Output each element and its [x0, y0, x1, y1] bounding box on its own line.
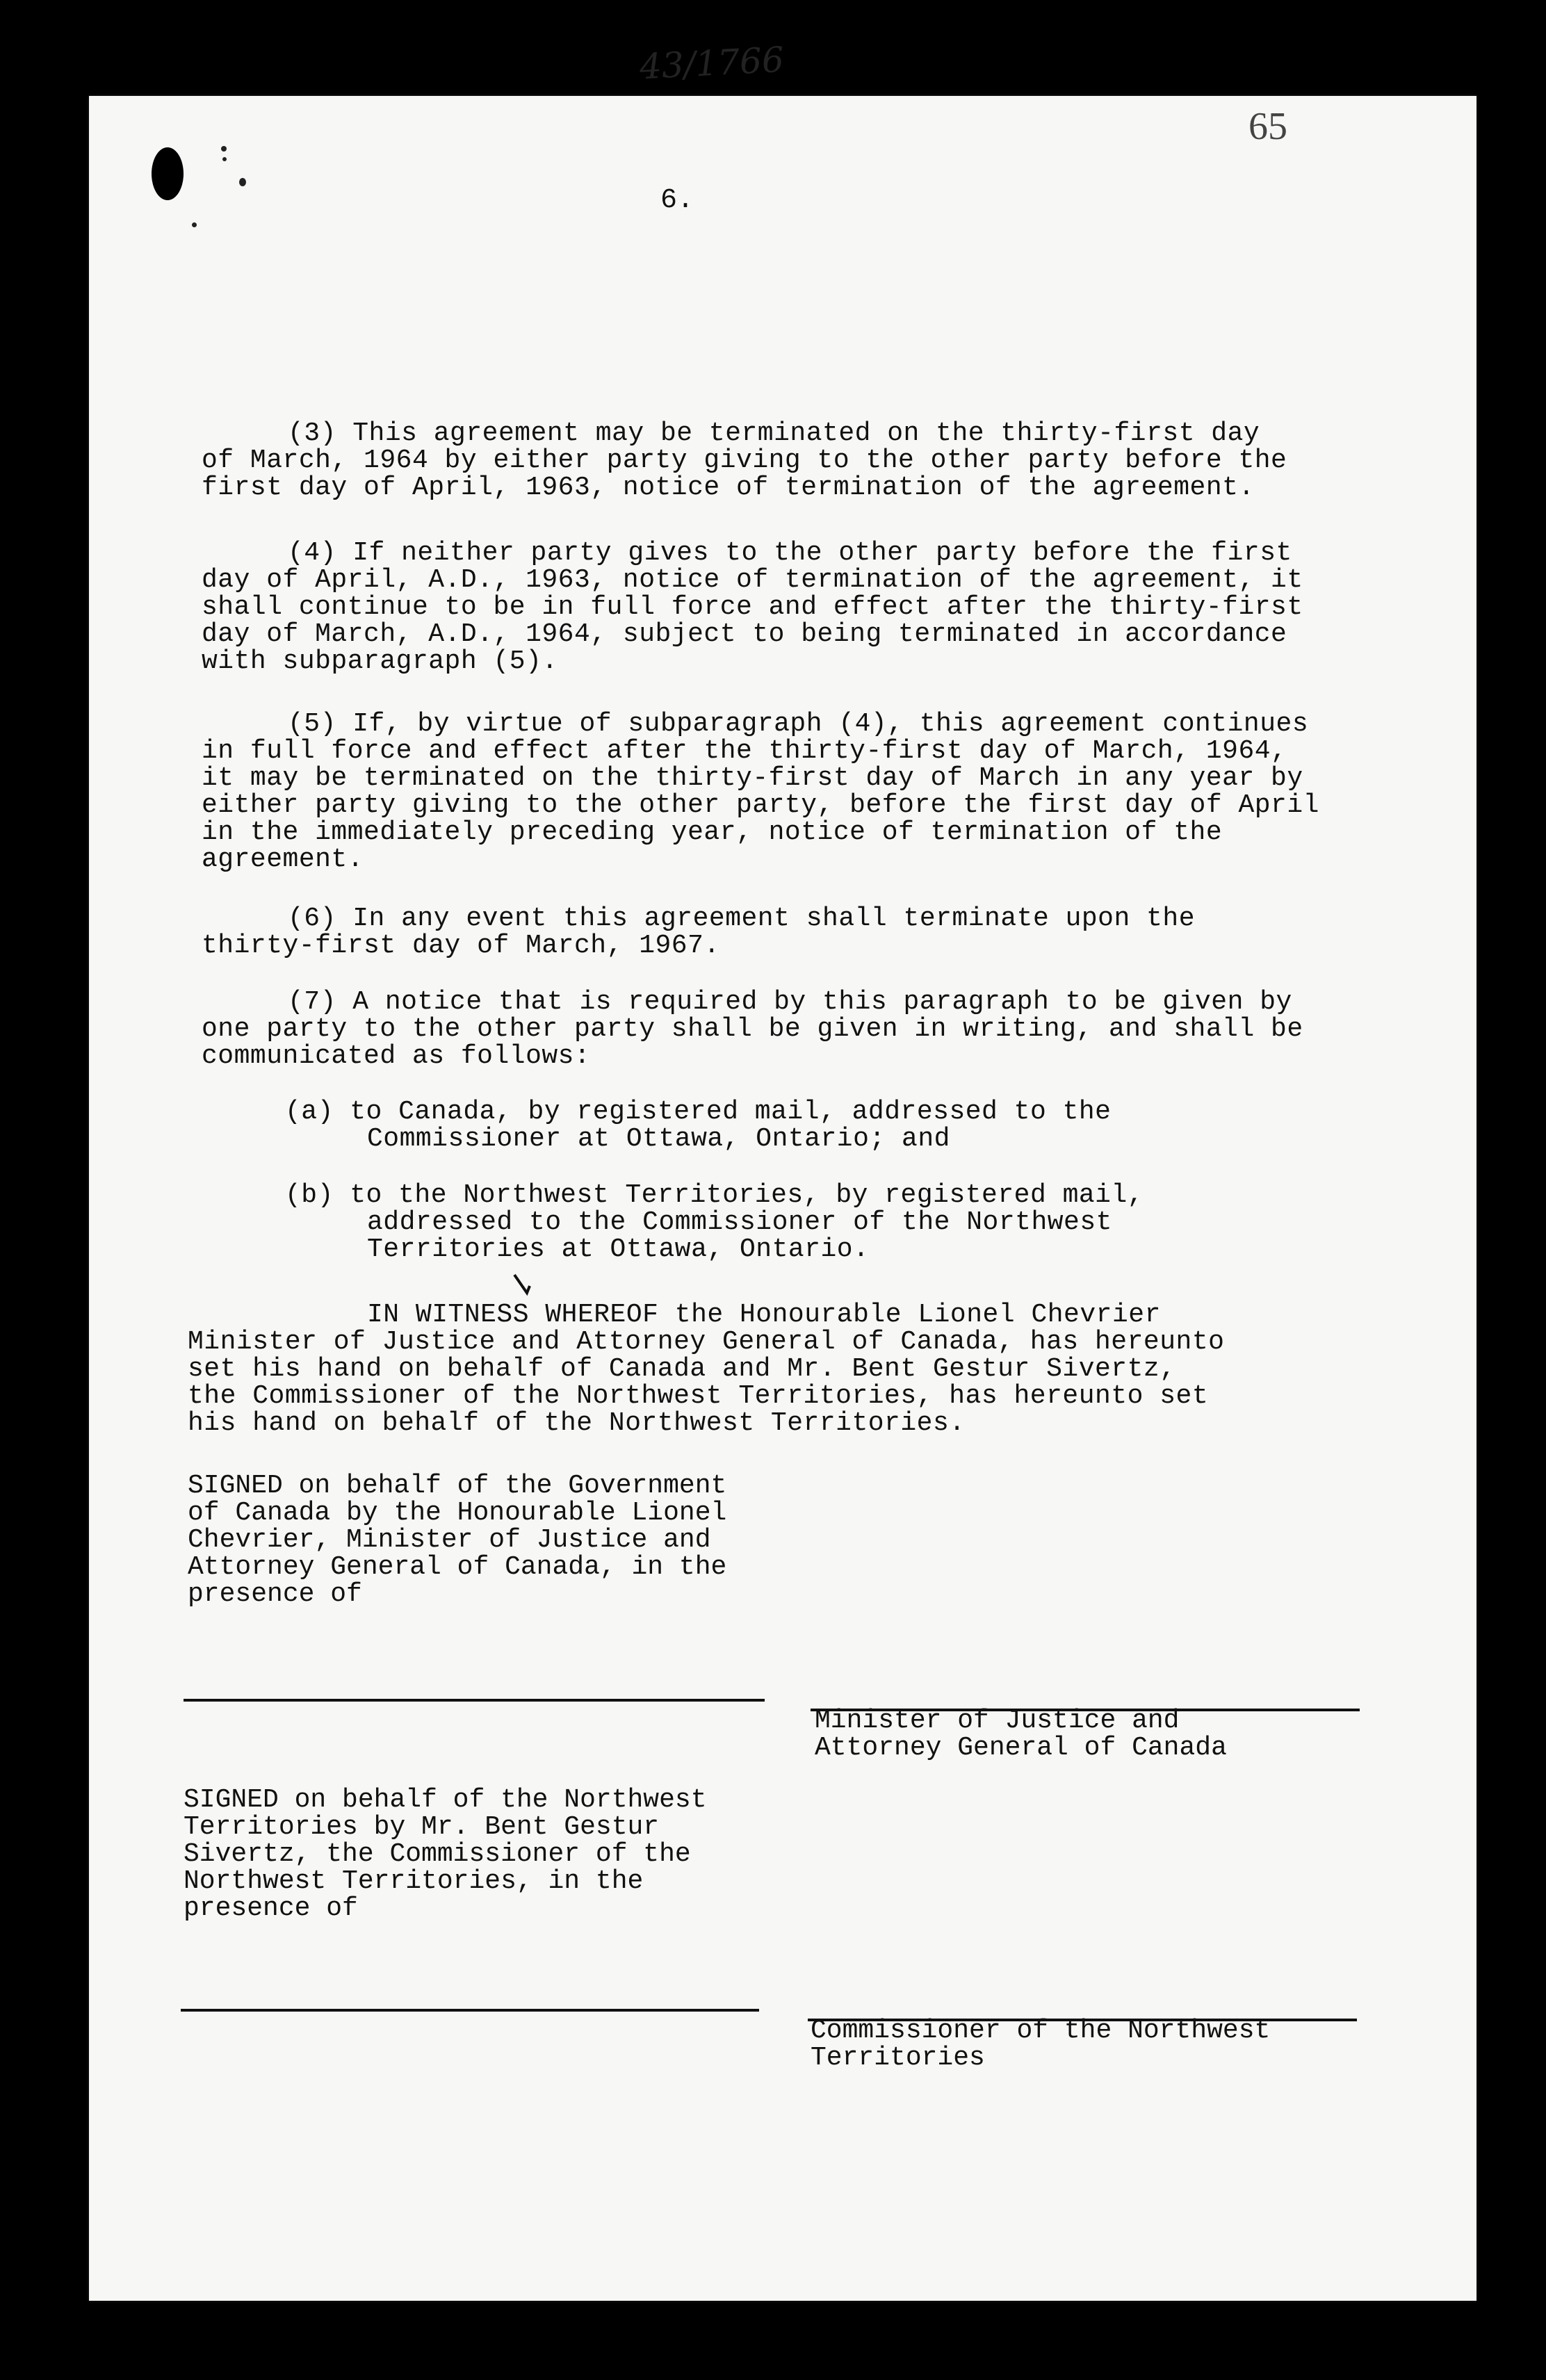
text-line: (a) to Canada, by registered mail, addressed to the — [285, 1097, 1112, 1127]
text-line: in the immediately preceding year, notice of termination of the — [202, 817, 1223, 847]
nwt-signed-block — [184, 1786, 707, 1922]
text-line: SIGNED on behalf of the Government — [188, 1471, 727, 1501]
text-line: presence of — [184, 1893, 358, 1923]
text-line: (7) A notice that is required by this paragraph to be given by — [288, 987, 1292, 1017]
text-line: first day of April, 1963, notice of termination of the agreement. — [202, 473, 1255, 503]
text-line: SIGNED on behalf of the Northwest — [184, 1785, 707, 1815]
paragraph-6 — [202, 905, 1195, 959]
canada-signed-block — [188, 1472, 726, 1608]
text-line: Territories by Mr. Bent Gestur — [184, 1812, 660, 1842]
text-line: (3) This agreement may be terminated on the thirty-first day — [288, 418, 1260, 448]
text-line: Territories at Ottawa, Ontario. — [367, 1234, 870, 1264]
text-line: Territories — [811, 2043, 985, 2073]
punch-hole — [152, 147, 184, 200]
text-line: IN WITNESS WHEREOF the Honourable Lionel Chevrier — [367, 1300, 1161, 1330]
text-line: the Commissioner of the Northwest Territories, has hereunto set — [188, 1381, 1209, 1411]
list-item-b — [285, 1182, 1144, 1263]
text-line: (b) to the Northwest Territories, by registered mail, — [285, 1180, 1144, 1210]
page-number: 6. — [660, 185, 694, 216]
text-line: set his hand on behalf of Canada and Mr. Bent Gestur Sivertz, — [188, 1354, 1176, 1384]
text-line: Commissioner at Ottawa, Ontario; and — [367, 1124, 950, 1154]
text-line: Attorney General of Canada — [815, 1733, 1227, 1763]
text-line: Attorney General of Canada, in the — [188, 1552, 727, 1582]
witness-signature-line — [184, 1699, 765, 1702]
folio-number: 65 — [1248, 105, 1287, 148]
text-line: agreement. — [202, 845, 364, 874]
witness-signature-line — [181, 2009, 759, 2012]
text-line: Commissioner of the Northwest — [811, 2016, 1271, 2046]
paragraph-7 — [202, 988, 1303, 1070]
text-line: with subparagraph (5). — [202, 646, 558, 676]
text-line: day of April, A.D., 1963, notice of termination of the agreement, it — [202, 565, 1303, 595]
text-line: communicated as follows: — [202, 1041, 591, 1071]
text-line: of March, 1964 by either party giving to the other party before the — [202, 446, 1287, 475]
text-line: Sivertz, the Commissioner of the — [184, 1839, 691, 1869]
text-line: addressed to the Commissioner of the Northwest — [367, 1207, 1112, 1237]
text-line: thirty-first day of March, 1967. — [202, 931, 720, 961]
text-line: it may be terminated on the thirty-first day of March in any year by — [202, 763, 1303, 793]
text-line: his hand on behalf of the Northwest Territories. — [188, 1408, 966, 1438]
text-line: Northwest Territories, in the — [184, 1866, 644, 1896]
text-line: of Canada by the Honourable Lionel — [188, 1498, 727, 1528]
paragraph-5 — [202, 710, 1319, 873]
text-line: either party giving to the other party, before the first day of April — [202, 790, 1319, 820]
text-line: in full force and effect after the thirty-first day of March, 1964, — [202, 736, 1287, 766]
text-line: one party to the other party shall be given in writing, and shall be — [202, 1014, 1303, 1044]
text-line: (4) If neither party gives to the other party before the first — [288, 538, 1292, 568]
text-line: Chevrier, Minister of Justice and — [188, 1525, 711, 1555]
text-line: (5) If, by virtue of subparagraph (4), this agreement continues — [288, 709, 1309, 739]
text-line: Minister of Justice and — [815, 1706, 1180, 1736]
text-line: day of March, A.D., 1964, subject to being terminated in accordance — [202, 619, 1287, 649]
paragraph-3 — [202, 420, 1287, 501]
commissioner-signer-title — [811, 2017, 1270, 2071]
witness-clause — [188, 1301, 1224, 1437]
text-line: presence of — [188, 1579, 362, 1609]
pen-tick-mark — [512, 1272, 539, 1300]
text-line: (6) In any event this agreement shall terminate upon the — [288, 904, 1196, 934]
text-line: shall continue to be in full force and effect after the thirty-first — [202, 592, 1303, 622]
list-item-a — [285, 1098, 1112, 1152]
handwritten-reference: 43/1766 — [638, 39, 786, 88]
paragraph-4 — [202, 539, 1303, 675]
text-line: Minister of Justice and Attorney General of Canada, has hereunto — [188, 1327, 1225, 1357]
minister-signer-title — [815, 1707, 1227, 1761]
